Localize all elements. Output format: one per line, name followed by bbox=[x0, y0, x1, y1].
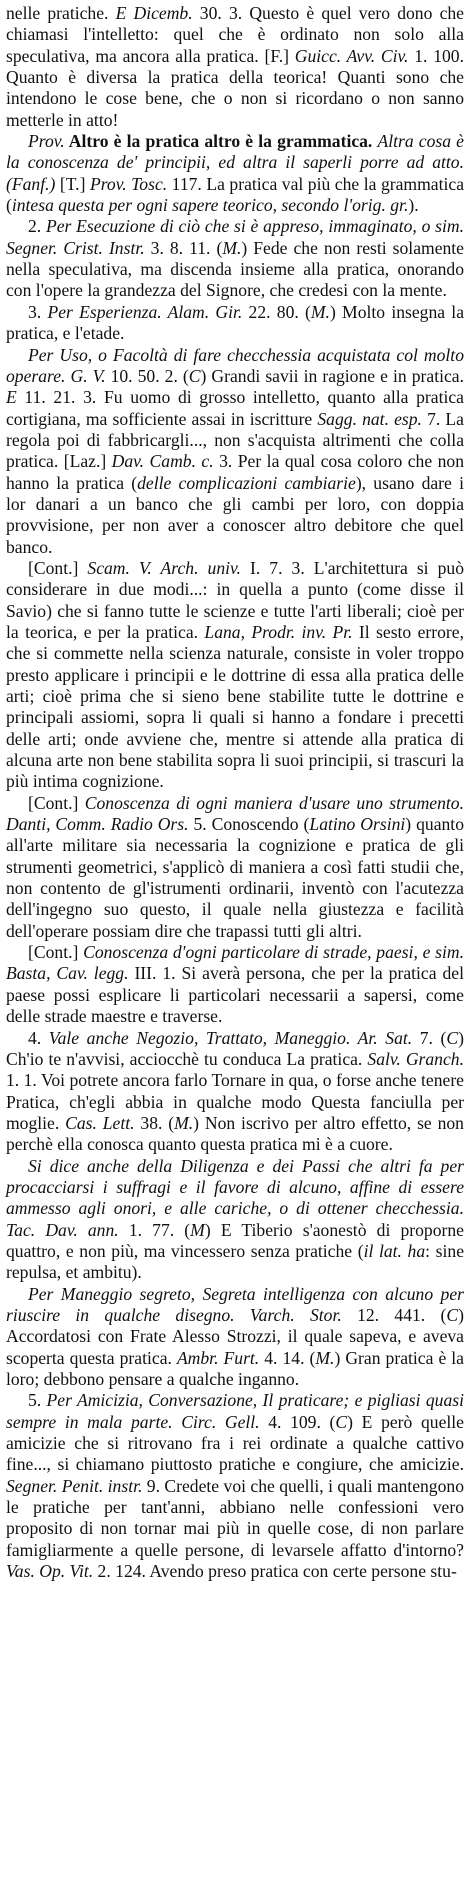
text-run: 7. La regola poi di fabbricargli..., non s'acquista altrimenti che colla pratica. [Laz.] bbox=[6, 408, 464, 472]
paragraph-sense-5 bbox=[6, 1390, 464, 1582]
italic-run: Scam. V. Arch. univ. bbox=[87, 557, 241, 578]
text-run: 4. 109. ( bbox=[259, 1411, 336, 1432]
italic-run: Conoscenza di ogni maniera d'usare uno strumento. Danti, Comm. Radio Ors. bbox=[6, 792, 464, 835]
italic-run: Segner. Penit. instr. bbox=[6, 1475, 143, 1496]
text-run: ) Fede che non resti solamente nella speculativa, ma discenda insieme alla pratica, onorando con l'opere la grandezza del Signore, che credesi con la mente. bbox=[6, 237, 464, 301]
text-run: III. 1. Si averà persona, che per la pratica del paese possi esplicare li particolari necessarii a sapersi, come delle strade maestre e traverse. bbox=[6, 963, 464, 1027]
italic-run: Prov. bbox=[28, 131, 65, 152]
paragraph-uso bbox=[6, 345, 464, 558]
paragraph-diligenza bbox=[6, 1156, 464, 1284]
italic-run: M. bbox=[222, 237, 242, 258]
text-run: I. 7. 3. L'architettura si può considerare in due modi...: in quella a punto (come disse il Savio) che si fanno tutte le scienze e tutte l'arti liberali; cioè per la teorica, e per la pratica. bbox=[6, 557, 465, 642]
italic-run: C bbox=[335, 1411, 348, 1432]
text-run: 1. 100. Quanto è diversa la pratica della teorica! Quanti sono che intendono le cose bene, che o non si ricordano o non sanno metterle in atto! bbox=[6, 45, 464, 130]
italic-run: il lat. ha bbox=[363, 1240, 426, 1261]
italic-run: Vas. Op. Vit. bbox=[6, 1561, 94, 1582]
italic-run: Per Esecuzione di ciò che si è appreso, immaginato, o sim. Segner. Crist. Instr. bbox=[6, 216, 465, 258]
paragraph-sense-2 bbox=[6, 216, 464, 301]
paragraph-sense-4 bbox=[6, 1028, 464, 1156]
text-run: ), usano dare i lor danari a un banco che gli cambi per loro, con doppia provvisione, per non aver a conoscer altro debitore che quel banco. bbox=[6, 472, 464, 557]
text-run: 4. 14. ( bbox=[259, 1347, 316, 1368]
italic-run: Latino Orsini bbox=[309, 814, 406, 835]
text-run: ) Ch'io te n'avvisi, acciocchè tu conduca La pratica. bbox=[6, 1027, 464, 1069]
text-run: 38. ( bbox=[134, 1112, 175, 1133]
italic-run: Salv. Granch. bbox=[367, 1048, 464, 1069]
italic-run: Per Amicizia, Conversazione, Il praticare; e pigliasi quasi sempre in mala parte. Circ. Gell. bbox=[6, 1390, 464, 1432]
text-run: : sine repulsa, et ambitu). bbox=[6, 1240, 464, 1283]
text-run: ) Accordatosi con Frate Alesso Strozzi, il quale sapeva, e aveva scoperta questa pratica. bbox=[6, 1304, 464, 1368]
text-run: 22. 80. ( bbox=[242, 301, 311, 322]
italic-run: C bbox=[446, 1027, 459, 1048]
text-run: [Cont.] bbox=[28, 792, 85, 813]
italic-run: Guicc. Avv. Civ. bbox=[294, 45, 409, 66]
italic-run: Conoscenza d'ogni particolare di strade, paesi, e sim. Basta, Cav. legg. bbox=[6, 942, 465, 984]
text-run: 5. Conoscendo ( bbox=[188, 814, 310, 835]
text-run: ) E però quelle amicizie che si ritrovano fra i rei ordinate a qualche cattivo fine..., si chiamano piuttosto pratiche e congiure, che amicizie. bbox=[6, 1411, 464, 1475]
italic-run: E Dicemb. bbox=[115, 3, 193, 23]
bold-run: Altro è la pratica altro è la grammatica. bbox=[64, 131, 373, 152]
paragraph-intro bbox=[6, 3, 464, 131]
italic-run: Ambr. Furt. bbox=[176, 1347, 260, 1368]
text-run: [T.] bbox=[55, 173, 90, 194]
italic-run: M. bbox=[174, 1112, 194, 1133]
italic-run: Lana, Prodr. inv. Pr. bbox=[204, 621, 353, 642]
italic-run: Per Maneggio segreto, Segreta intelligenza con alcuno per riuscire in qualche disegno. Varch. Stor. bbox=[6, 1283, 464, 1325]
italic-run: M. bbox=[310, 301, 330, 322]
paragraph-sense-3 bbox=[6, 302, 464, 345]
italic-run: M. bbox=[315, 1347, 335, 1368]
italic-run: intesa questa per ogni sapere teorico, secondo l'orig. gr. bbox=[11, 195, 409, 216]
text-run: [Cont.] bbox=[28, 942, 84, 963]
text-run: [Cont.] bbox=[28, 557, 88, 578]
text-run: 5. bbox=[28, 1390, 47, 1411]
text-run: 3. Per la qual cosa coloro che non hanno la pratica ( bbox=[6, 451, 464, 493]
paragraph-proverb bbox=[6, 131, 464, 216]
paragraph-cont-strumento bbox=[6, 793, 464, 942]
text-run: 2. 124. Avendo preso pratica con certe persone stu- bbox=[93, 1561, 457, 1582]
text-run: ). bbox=[408, 195, 419, 216]
italic-run: C bbox=[446, 1304, 459, 1325]
italic-run: Per Esperienza. Alam. Gir. bbox=[47, 301, 243, 322]
text-run: nelle pratiche. bbox=[6, 3, 116, 23]
text-run: ) Grandi savii in ragione e in pratica. bbox=[200, 365, 464, 386]
text-run: 12. 441. ( bbox=[341, 1304, 447, 1325]
italic-run: C bbox=[188, 365, 201, 386]
text-run: 10. 50. 2. ( bbox=[105, 365, 189, 386]
text-run: 3. 8. 11. ( bbox=[144, 237, 223, 258]
text-run: 30. 3. Questo è quel vero dono che chiamasi l'intelletto: quel che è ordinato non solo alla speculativa, ma ancora alla pratica. [F.] bbox=[6, 3, 464, 66]
italic-run: Si dice anche della Diligenza e dei Passi che altri fa per procacciarsi i suffragi e il favore di alcuno, affine di essere ammesso agli onori, e alle cariche, o di ottener checchessia. Tac. Dav. ann. bbox=[6, 1155, 464, 1240]
text-column bbox=[6, 3, 464, 1582]
text-run: 3. bbox=[28, 301, 48, 322]
text-run: ) Non iscrivo per altro effetto, se non perchè ella conosca quanto questa pratica mi è a cuore. bbox=[6, 1112, 464, 1155]
text-run: ) quanto all'arte militare sia necessaria la cognizione e pratica de gli strumenti geometrici, s'applicò di maniera a così fatti studii che, non contento de gl'istrumenti ordinarii, inventò con l'acutezza dell'ingegno suo questo, il quale nella giustezza e facilità dell'operare possiam dire che trapassi tutti gli altri. bbox=[6, 814, 464, 941]
text-run: Il sesto errore, che si commette nella scienza naturale, consiste in voler troppo presto applicare i principii e le dottrine di essa alla pratica delle arti; cioè prima che si sieno bene stabilite tutte le dottrine e principali assiomi, sopra li quali si hanno a fondare i precetti delle arti; onde avviene che, mentre si attende alla pratica di alcuna arte non bene stabilita sopra li suoi principii, si trascuri la più intima cognizione. bbox=[6, 621, 464, 792]
paragraph-cont-strade bbox=[6, 942, 464, 1027]
text-run: ) Gran pratica è la loro; debbono pensare a qualche inganno. bbox=[6, 1347, 464, 1389]
italic-run: Altra cosa è la conoscenza de' principii, ed altra il saperli porre ad atto. (Fanf.) bbox=[6, 131, 464, 194]
italic-run: Prov. Tosc. bbox=[89, 173, 168, 194]
text-run: 1. 77. ( bbox=[118, 1219, 191, 1240]
italic-run: Sagg. nat. esp. bbox=[317, 408, 422, 429]
text-run: ) Molto insegna la pratica, e l'etade. bbox=[6, 301, 465, 344]
paragraph-maneggio bbox=[6, 1284, 464, 1391]
italic-run: E bbox=[6, 387, 17, 408]
italic-run: Cas. Lett. bbox=[65, 1112, 135, 1133]
text-run: ) E Tiberio s'aonestò di proporne quattro, e non più, ma vincessero senza pratiche ( bbox=[6, 1219, 464, 1261]
text-run: 117. La pratica val più che la grammatica ( bbox=[6, 173, 464, 216]
italic-run: delle complicazioni cambiarie bbox=[137, 472, 356, 493]
paragraph-cont-architettura bbox=[6, 558, 464, 793]
italic-run: Vale anche Negozio, Trattato, Maneggio. Ar. Sat. bbox=[48, 1027, 413, 1048]
text-run: 4. bbox=[28, 1027, 49, 1048]
text-run: 7. ( bbox=[412, 1027, 447, 1048]
italic-run: Per Uso, o Facoltà di fare checchessia acquistata col molto operare. G. V. bbox=[6, 344, 464, 386]
text-run: 11. 21. 3. Fu uomo di grosso intelletto, quanto alla pratica cortigiana, ma sofficiente assai in iscritture bbox=[6, 387, 464, 429]
italic-run: Dav. Camb. c. bbox=[111, 451, 214, 472]
text-run: 2. bbox=[28, 216, 46, 237]
text-run: 1. 1. Voi potrete ancora farlo Tornare in qua, o forse anche tenere Pratica, ch'egli abbia in qualche modo Questa fanciulla per moglie. bbox=[6, 1070, 464, 1133]
text-run: 9. Credete voi che quelli, i quali mantengono le pratiche per tant'anni, abbiano nelle confessioni vero proposito di non tornar mai più in quelle cose, di non parlare famigliarmente a quelle persone, di levarsele affatto d'intorno? bbox=[6, 1475, 464, 1560]
italic-run: M bbox=[190, 1219, 205, 1240]
